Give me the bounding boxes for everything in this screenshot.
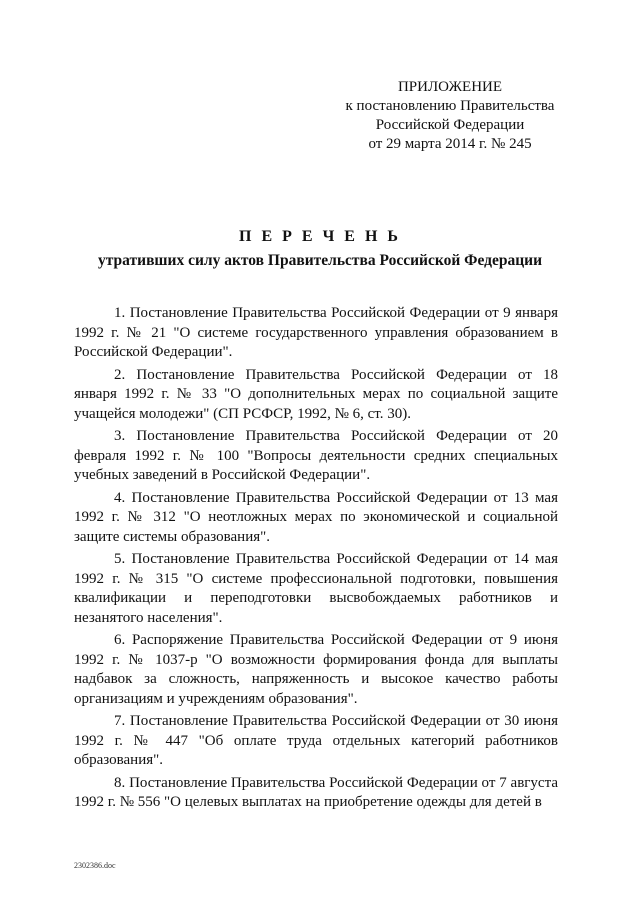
list-item: 6. Распоряжение Правительства Российской Федерации от 9 июня 1992 г. № 1037-р "О возможности формирования фонда для выплаты надбавок за сложность, напряженность и высокое качество работы организациям и учреждениям образования".: [74, 632, 558, 707]
list-item: 4. Постановление Правительства Российской Федерации от 13 мая 1992 г. № 312 "О неотложных мерах по экономической и социальной защите системы образования".: [74, 489, 558, 545]
appendix-country-line: Российской Федерации: [375, 117, 525, 133]
appendix-block: [330, 78, 570, 154]
document-title: П Е Р Е Ч Е Н Ь: [239, 228, 401, 245]
appendix-decree-line: к постановлению Правительства: [345, 98, 555, 114]
acts-list: [74, 304, 558, 816]
list-item: 1. Постановление Правительства Российской Федерации от 9 января 1992 г. № 21 "О системе государственного управления образованием в Российской Федерации".: [74, 305, 558, 360]
list-item: 8. Постановление Правительства Российской Федерации от 7 августа 1992 г. № 556 "О целевых выплатах на приобретение одежды для детей в: [74, 774, 558, 810]
appendix-label: ПРИЛОЖЕНИЕ: [397, 79, 503, 95]
appendix-date-line: от 29 марта 2014 г. № 245: [368, 136, 532, 152]
list-item: 2. Постановление Правительства Российской Федерации от 18 января 1992 г. № 33 "О дополнительных мерах по социальной защите учащейся молодежи" (СП РСФСР, 1992, № 6, ст. 30).: [74, 366, 558, 422]
list-item: 3. Постановление Правительства Российской Федерации от 20 февраля 1992 г. № 100 "Вопросы деятельности средних специальных учебных заведений в Российской Федерации".: [74, 428, 558, 483]
file-name-footer: 2302386.doc: [74, 861, 116, 870]
document-subtitle: утративших силу актов Правительства Российской Федерации: [98, 252, 542, 269]
list-item: 7. Постановление Правительства Российской Федерации от 30 июня 1992 г. № 447 "Об оплате труда отдельных категорий работников образования".: [74, 713, 558, 768]
list-item: 5. Постановление Правительства Российской Федерации от 14 мая 1992 г. № 315 "О системе профессиональной подготовки, повышения квалификации и переподготовки высвобождаемых работников и незанятого населения".: [74, 551, 558, 626]
